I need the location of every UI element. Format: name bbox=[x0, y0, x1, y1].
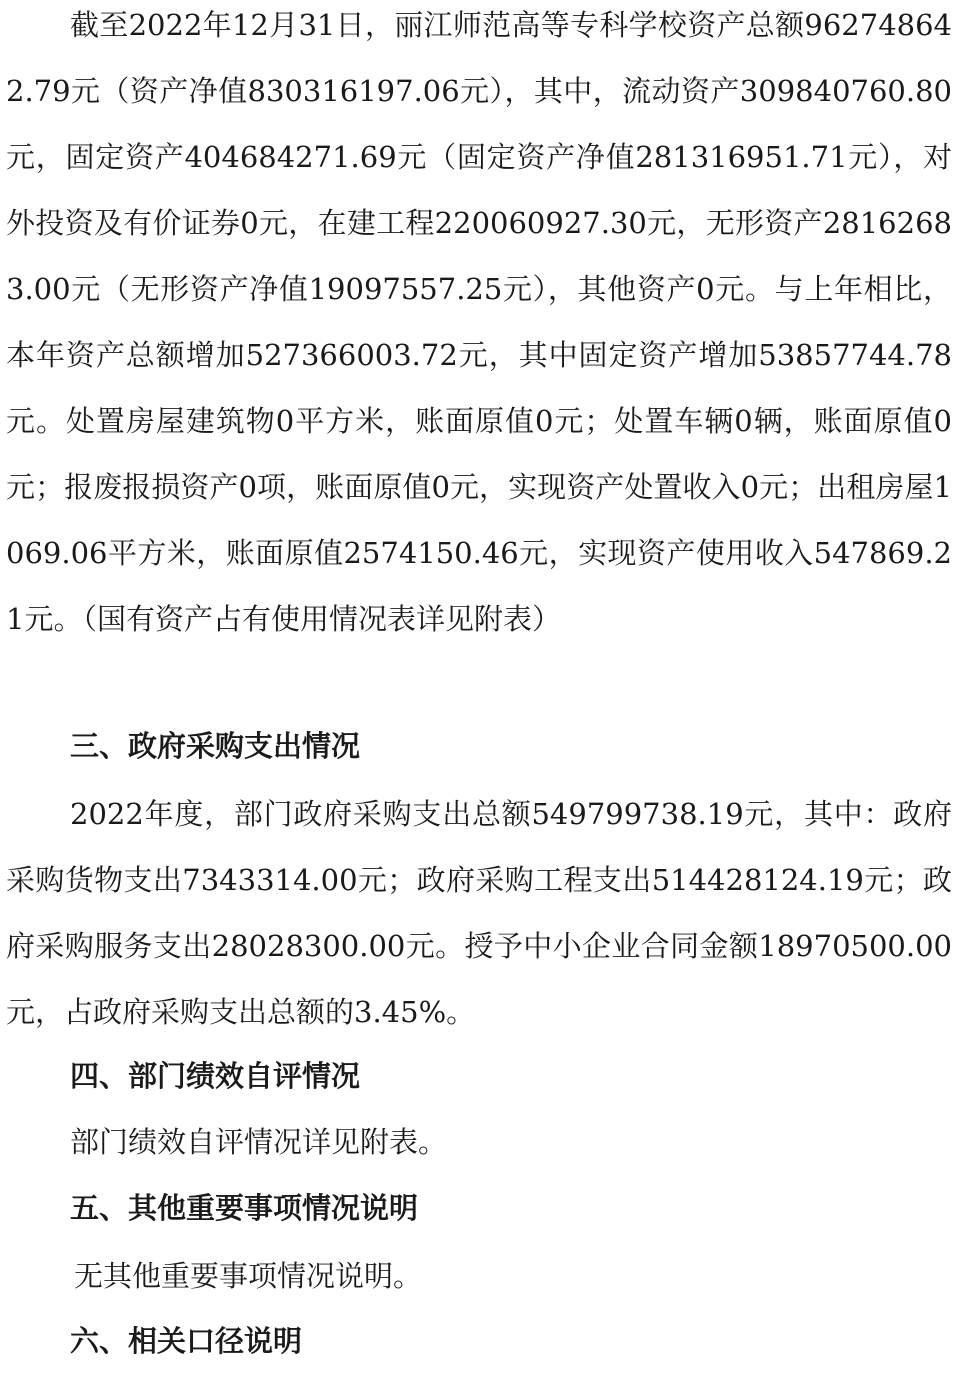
section-heading-definitions: 六、相关口径说明 bbox=[70, 1324, 303, 1358]
assets-paragraph: 截至2022年12月31日，丽江师范高等专科学校资产总额962748642.79元（资产净值830316197.06元），其中，流动资产309840760.80元，固定资产404684271.69元（固定资产净值281316951.71元），对外投资及有价证券0元，在建工程220060927.30元，无形资产28162683.00元（无形资产净值19097557.25元），其他资产0元。与上年相比，本年资产总额增加527366003.72元，其中固定资产增加53857744.78元。处置房屋建筑物0平方米，账面原值0元；处置车辆0辆，账面原值0元；报废报损资产0项，账面原值0元，实现资产处置收入0元；出租房屋1069.06平方米，账面原值2574150.46元，实现资产使用收入547869.21元。（国有资产占有使用情况表详见附表） bbox=[6, 8, 952, 636]
other-matters-paragraph: 无其他重要事项情况说明。 bbox=[74, 1259, 423, 1293]
section-heading-procurement: 三、政府采购支出情况 bbox=[70, 729, 361, 763]
procurement-paragraph: 2022年度，部门政府采购支出总额549799738.19元，其中：政府采购货物支出7343314.00元；政府采购工程支出514428124.19元；政府采购服务支出28028300.00元。授予中小企业合同金额18970500.00元，占政府采购支出总额的3.45%。 bbox=[6, 797, 952, 1029]
section-heading-other-matters: 五、其他重要事项情况说明 bbox=[70, 1191, 419, 1225]
performance-paragraph: 部门绩效自评情况详见附表。 bbox=[70, 1125, 448, 1159]
section-heading-performance: 四、部门绩效自评情况 bbox=[70, 1059, 361, 1093]
